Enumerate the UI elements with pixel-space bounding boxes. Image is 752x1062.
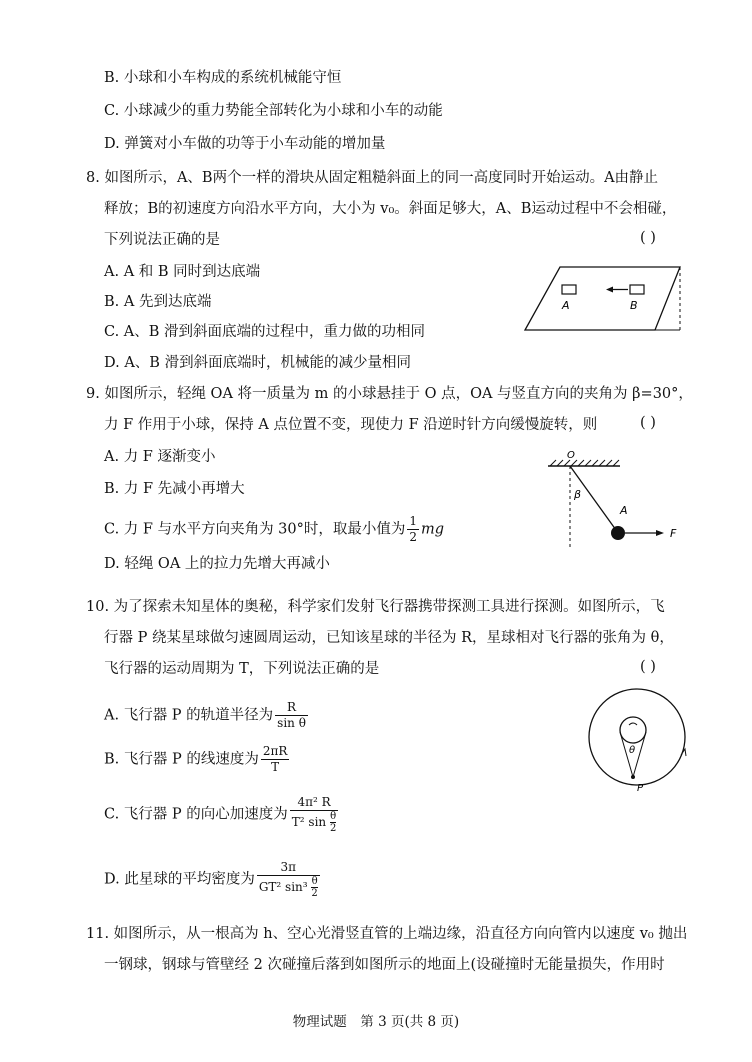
- q11-stem-line1: 11. 如图所示，从一根高为 h、空心光滑竖直管的上端边缘，沿直径方向向管内以速度 v₀ 抛出: [86, 926, 688, 942]
- velocity-arrowhead: [606, 287, 613, 293]
- ball: [611, 526, 625, 540]
- q10-stem-line1: 10. 为了探索未知星体的奥秘，科学家们发射飞行器携带探测工具进行探测。如图所示，飞: [86, 599, 665, 615]
- label-f: F: [670, 527, 677, 540]
- q10-option-b: B. 飞行器 P 的线速度为 $\frac{2\pi R}{T}$: [104, 744, 288, 774]
- label-b: B: [630, 299, 638, 312]
- pendulum-figure: [540, 448, 690, 553]
- q10-stem-line2: 行器 P 绕某星球做匀速圆周运动，已知该星球的半径为 R，星球相对飞行器的张角为 θ，: [104, 630, 674, 646]
- label-beta: β: [574, 488, 582, 501]
- q11-stem-line2: 一钢球，钢球与管壁经 2 次碰撞后落到如图所示的地面上(设碰撞时无能量损失，作用时: [104, 957, 665, 973]
- fraction-density: 3π GT² sin³ $\frac{\theta}{2}$: [258, 860, 318, 899]
- q7-option-c: C. 小球减少的重力势能全部转化为小球和小车的动能: [104, 103, 443, 119]
- orbit-figure: [585, 685, 695, 800]
- orbit-circle: [589, 689, 685, 785]
- q9-option-a: A. 力 F 逐渐变小: [104, 449, 216, 465]
- label-o: O: [567, 450, 575, 461]
- q8-option-d: D. A、B 滑到斜面底端时，机械能的减少量相同: [104, 355, 412, 371]
- q10-stem-line3: 飞行器的运动周期为 T，下列说法正确的是: [104, 661, 380, 677]
- q9-option-d: D. 轻绳 OA 上的拉力先增大再减小: [104, 556, 330, 572]
- q10-option-c: C. 飞行器 P 的向心加速度为 4π² R T² sin $\frac{\theta}{2}$: [104, 795, 337, 834]
- label-theta: θ: [629, 745, 636, 756]
- q8-option-a: A. A 和 B 同时到达底端: [104, 264, 261, 280]
- q10-answer-paren: ( ): [640, 659, 656, 675]
- spacecraft-p: [631, 775, 635, 779]
- incline-plane: [525, 267, 680, 330]
- q8-stem-line3: 下列说法正确的是: [104, 232, 220, 248]
- block-a: [562, 285, 576, 294]
- planet-arc: [629, 723, 637, 725]
- q7-option-d: D. 弹簧对小车做的功等于小车动能的增加量: [104, 136, 386, 152]
- planet-circle: [620, 717, 646, 743]
- ceiling-hatch: [550, 460, 619, 466]
- q8-stem-line2: 释放；B的初速度方向沿水平方向，大小为 v₀。斜面足够大，A、B运动过程中不会相碰，: [104, 201, 677, 217]
- q10-option-d: D. 此星球的平均密度为 3π GT² sin³ $\frac{\theta}{2}$: [104, 860, 318, 899]
- q9-stem-line1: 9. 如图所示，轻绳 OA 将一质量为 m 的小球悬挂于 O 点，OA 与竖直方向的夹角为 β=30°，: [86, 386, 693, 402]
- q8-option-c: C. A、B 滑到斜面底端的过程中，重力做的功相同: [104, 324, 426, 340]
- q7-option-b: B. 小球和小车构成的系统机械能守恒: [104, 70, 342, 86]
- fraction-half: $\frac{1}{2}$: [409, 514, 418, 544]
- incline-figure: [520, 262, 690, 337]
- q8-stem-line1: 8. 如图所示，A、B两个一样的滑块从固定粗糙斜面上的同一高度同时开始运动。A由静止: [86, 170, 659, 186]
- q9-stem-line2: 力 F 作用于小球，保持 A 点位置不变，现使力 F 沿逆时针方向缓慢旋转，则: [104, 417, 598, 433]
- fraction-acceleration: 4π² R T² sin $\frac{\theta}{2}$: [291, 795, 337, 834]
- block-b: [630, 285, 644, 294]
- label-a: A: [620, 504, 628, 517]
- fraction-r-over-sin: $\frac{R}{\text{sin θ}}$: [277, 700, 306, 730]
- q9-option-c: C. 力 F 与水平方向夹角为 30°时，取最小值为 $\frac{1}{2}$ mg: [104, 514, 445, 544]
- label-p: P: [637, 783, 644, 794]
- q8-answer-paren: ( ): [640, 230, 656, 246]
- q10-option-a: A. 飞行器 P 的轨道半径为 $\frac{R}{\text{sin θ}}$: [104, 700, 306, 730]
- label-a: A: [562, 299, 570, 312]
- fraction-2pir-over-t: $\frac{2\pi R}{T}$: [262, 744, 288, 774]
- q8-option-b: B. A 先到达底端: [104, 294, 212, 310]
- q9-option-b: B. 力 F 先减小再增大: [104, 481, 245, 497]
- force-f-arrowhead: [656, 530, 664, 536]
- q9-answer-paren: ( ): [640, 415, 656, 431]
- page-footer: 物理试题 第 3 页(共 8 页): [292, 1014, 460, 1030]
